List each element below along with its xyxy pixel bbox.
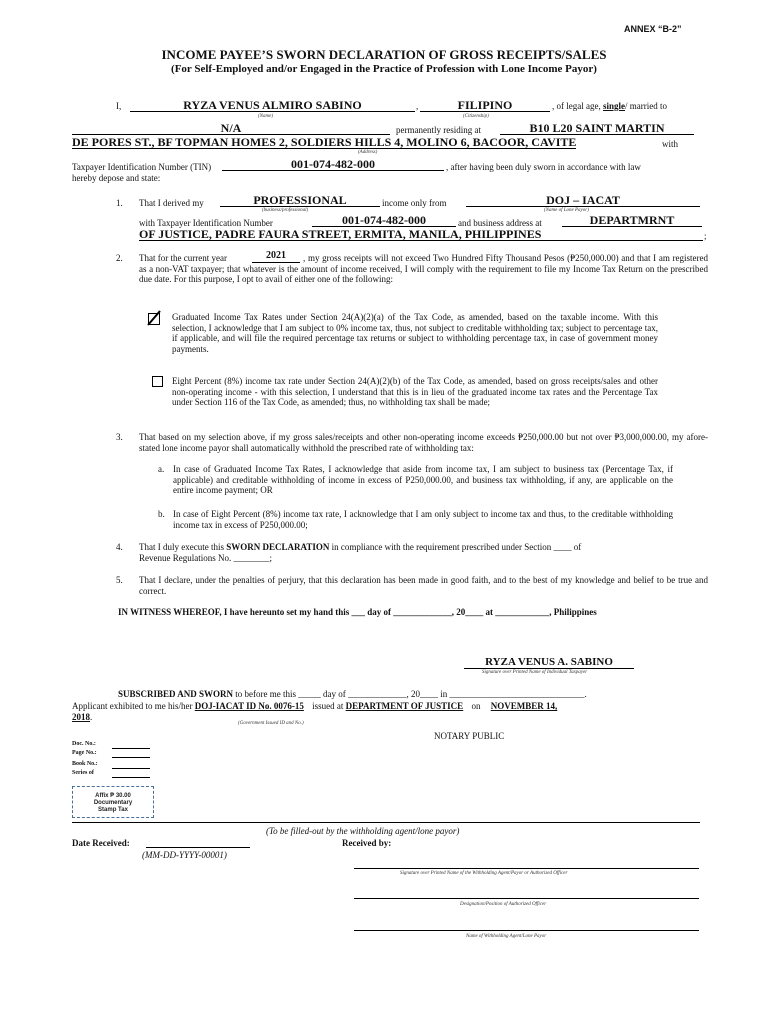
item5-number: 5.	[116, 575, 123, 585]
check-slash-icon	[146, 310, 162, 326]
taxpayer-signature-name: RYZA VENUS A. SABINO	[464, 656, 634, 669]
item1-number: 1.	[116, 198, 123, 208]
witness-statement: IN WITNESS WHEREOF, I have hereunto set my hand this ___ day of _____________, 20____ at ____________, Philippines	[118, 607, 597, 617]
item3a-label: a.	[158, 464, 165, 474]
depose-text: hereby depose and state:	[72, 173, 161, 183]
residing-label: permanently residing at	[396, 125, 481, 135]
item5-text: That I declare, under the penalties of perjury, that this declaration has been made in good faith, and to the best of my knowledge and belief to be true and correct.	[139, 575, 708, 596]
issued-date-line2	[72, 712, 92, 722]
spouse-field[interactable]: N/A	[72, 122, 390, 135]
stamp-line: Stamp Tax	[98, 807, 128, 813]
civil-status-single: single	[602, 101, 625, 111]
item3-number: 3.	[116, 432, 123, 442]
payor-address-line2-field[interactable]: OF JUSTICE, PADRE FAURA STREET, ERMITA, MANILA, PHILIPPINES	[139, 228, 703, 241]
citizenship-caption: (Citizenship)	[463, 114, 489, 119]
date-received-label: Date Received:	[72, 838, 130, 848]
item4-pre: That I duly execute this	[139, 542, 224, 552]
page-no-field[interactable]	[112, 757, 150, 758]
government-id-field[interactable]: DOJ-IACAT ID No. 0076-15	[194, 701, 304, 711]
item1-addr-pre: and business address at	[458, 218, 542, 228]
date-received-field[interactable]	[146, 847, 250, 848]
documentary-stamp-box	[72, 786, 154, 818]
address-line1-field[interactable]: B10 L20 SAINT MARTIN	[500, 122, 694, 135]
received-by-label: Received by:	[342, 838, 392, 848]
applicant-line	[72, 701, 557, 711]
item2-number: 2.	[116, 253, 123, 263]
legal-post: / married to	[625, 101, 667, 111]
issued-year-field[interactable]: 2018	[72, 712, 90, 722]
doc-ref-label: Page No.:	[72, 750, 97, 756]
doc-ref-row	[72, 741, 96, 747]
business-caption: (business/professional)	[262, 208, 309, 213]
doc-ref-label: Doc. No.:	[72, 741, 96, 747]
item1-pre: That I derived my	[139, 198, 204, 208]
designation-field[interactable]	[354, 898, 699, 899]
lone-payor-field[interactable]: DOJ – IACAT	[466, 194, 700, 207]
option1-text: Graduated Income Tax Rates under Section 24(A)(2)(a) of the Tax Code, as amended, based on the taxable income. With this selection, I acknowledge that I am subject to 0% income tax, thus, not subject to creditable withholding tax; subject to percentage tax, if applicable, and will file the required percentage tax returns or subject to withholding percentage tax, in case of government money payments.	[172, 312, 658, 354]
legal-pre: , of legal age,	[552, 101, 601, 111]
on-label: on	[471, 701, 481, 711]
item3b-text: In case of Eight Percent (8%) income tax rate, I acknowledge that I am only subject to income tax and thus, to the creditable withholding income tax in excess of P250,000.00;	[173, 509, 673, 530]
tin-field[interactable]: 001-074-482-000	[222, 158, 444, 171]
applicant-label: Applicant exhibited to me his/her	[72, 701, 193, 711]
stamp-line: Affix ₱ 30.00	[95, 793, 131, 799]
item3-text: That based on my selection above, if my gross sales/receipts and other non-operating income exceeds ₱250,000.00 but not over ₱3,000,000.00, my afore-stated lone income payor shall automatically withhold the prescribed rate of withholding tax:	[139, 432, 708, 453]
item3a-text: In case of Graduated Income Tax Rates, I acknowledge that aside from income tax, I am subject to business tax (Percentage Tax, if applicable) and creditable withholding of income in excess of P250,000.00, and business tax withholding, if any, are applicable on the entire income payment; OR	[173, 464, 673, 495]
comma-sep: ,	[416, 101, 419, 111]
doc-no-field[interactable]	[112, 748, 150, 749]
annex-label: ANNEX “B-2”	[624, 24, 682, 34]
dot: .	[90, 712, 93, 722]
date-format-hint: (MM-DD-YYYY-00001)	[142, 850, 227, 860]
issued-date-field[interactable]: NOVEMBER 14,	[490, 701, 558, 711]
subscribed-bold: SUBSCRIBED AND SWORN	[118, 689, 234, 699]
item2-pre: That for the current year	[139, 253, 227, 263]
notary-public-label: NOTARY PUBLIC	[434, 731, 505, 741]
option2-checkbox[interactable]	[152, 376, 163, 387]
doc-ref-label: Book No.:	[72, 761, 98, 767]
payor-address-line1-field[interactable]: DEPARTMRNT	[562, 214, 702, 227]
name-caption: (Name)	[258, 114, 273, 119]
agent-name-field[interactable]	[354, 930, 699, 931]
book-no-field[interactable]	[112, 768, 150, 769]
page-subtitle: (For Self-Employed and/or Engaged in the Practice of Profession with Lone Income Payor)	[171, 63, 597, 75]
designation-caption: Designation/Position of Authorized Officer	[460, 902, 547, 907]
item1-tin-pre: with Taxpayer Identification Number	[139, 218, 273, 228]
tin-post: , after having been duly sworn in accordance with law	[446, 162, 641, 172]
agent-note: (To be filled-out by the withholding agent/lone payor)	[266, 826, 460, 836]
subscribed-line	[118, 689, 587, 699]
item3b-label: b.	[158, 509, 165, 519]
option2-text: Eight Percent (8%) income tax rate under Section 24(A)(2)(b) of the Tax Code, as amended, based on gross receipts/sales and other non-operating income - with this selection, I understand that this is in lieu of the graduated income tax rates and the Percentage Tax under Section 116 of the Tax Code, as amended; thus, no withholding tax shall be made;	[172, 376, 658, 407]
item4-line1	[139, 542, 581, 552]
section-divider	[72, 822, 700, 823]
doc-ref-row	[72, 761, 98, 767]
payor-caption: (Name of Lone Payor)	[544, 208, 589, 213]
item4-number: 4.	[116, 542, 123, 552]
intro-i: I,	[116, 101, 122, 111]
issued-place-field[interactable]: DEPARTMENT OF JUSTICE	[345, 701, 464, 711]
item1-mid: income only from	[382, 198, 447, 208]
business-type-field[interactable]: PROFESSIONAL	[220, 194, 380, 207]
agent-signature-field[interactable]	[354, 868, 699, 869]
current-year-field[interactable]: 2021	[252, 250, 300, 263]
id-caption: (Government Issued ID and No.)	[238, 721, 304, 726]
item1-semicolon: ;	[704, 231, 707, 241]
legal-age-text	[552, 101, 667, 111]
item2-text: , my gross receipts will not exceed Two Hundred Fifty Thousand Pesos (₱250,000.00) and that I am registered as a non-VAT taxpayer; that whatever is the amount of income received, I will comply with the requirement to file my Income Tax Return on the prescribed due date. For this purpose, I opt to avail of either one of the following:	[139, 253, 708, 284]
issued-label: issued at	[312, 701, 344, 711]
page-title: INCOME PAYEE’S SWORN DECLARATION OF GROSS RECEIPTS/SALES	[161, 47, 607, 62]
series-field[interactable]	[112, 777, 150, 778]
doc-ref-row	[72, 750, 97, 756]
item4-sworn-declaration: SWORN DECLARATION	[226, 542, 330, 552]
taxpayer-name-field[interactable]: RYZA VENUS ALMIRO SABINO	[130, 99, 415, 112]
stamp-line: Documentary	[93, 800, 133, 806]
tin-label: Taxpayer Identification Number (TIN)	[72, 162, 212, 172]
doc-ref-label: Series of	[72, 770, 94, 776]
payor-tin-field[interactable]: 001-074-482-000	[312, 214, 456, 227]
item4-post: in compliance with the requirement prescribed under Section ____ of	[331, 542, 582, 552]
option1-checkbox-checked[interactable]	[146, 310, 162, 326]
with-label: with	[662, 139, 679, 149]
address-caption: (Address)	[358, 150, 378, 155]
item4-line2: Revenue Regulations No. ________;	[139, 553, 272, 563]
signature-caption: Signature over Printed Name of Individual Taxpayer	[482, 670, 588, 675]
agent-name-caption: Name of Withholding Agent/Lone Payor	[466, 934, 547, 939]
doc-ref-row	[72, 770, 94, 776]
subscribed-text: to before me this _____ day of _____________, 20____ in ______________________________.	[235, 689, 587, 699]
address-line2-field[interactable]: DE PORES ST., BF TOPMAN HOMES 2, SOLDIERS HILLS 4, MOLINO 6, BACOOR, CAVITE	[72, 135, 577, 149]
citizenship-field[interactable]: FILIPINO	[420, 99, 550, 112]
agent-signature-caption: Signature over Printed Name of the Withholding Agent/Payor or Authorized Officer	[400, 871, 568, 876]
